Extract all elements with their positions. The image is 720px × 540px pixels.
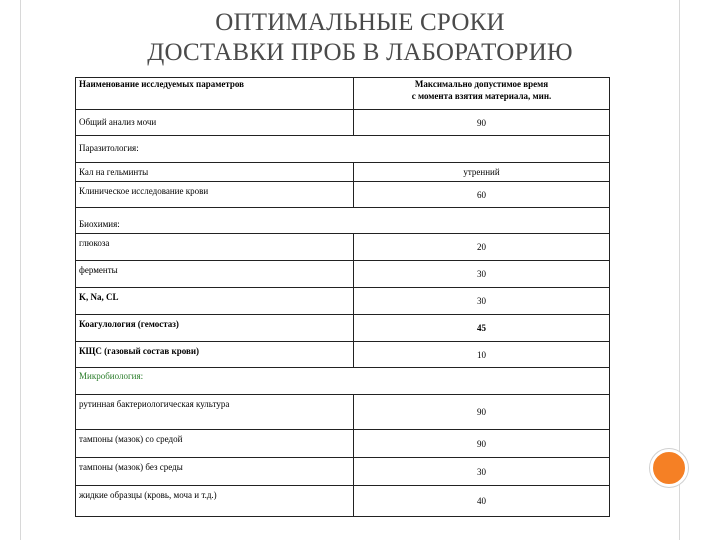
row-value: 90 — [354, 430, 610, 458]
table-row — [76, 395, 610, 430]
row-value: 60 — [354, 182, 610, 208]
row-param: ферменты — [76, 261, 354, 288]
title-line-2: ДОСТАВКИ ПРОБ В ЛАБОРАТОРИЮ — [147, 39, 573, 66]
row-param: тампоны (мазок) без среды — [76, 458, 354, 486]
row-value: утренний — [354, 163, 610, 182]
row-param: K, Na, CL — [76, 288, 354, 315]
table-section-row — [76, 208, 610, 234]
section-label-biochemistry: Биохимия: — [76, 208, 610, 234]
table-section-row — [76, 136, 610, 163]
table-section-row — [76, 368, 610, 395]
table-row — [76, 342, 610, 368]
delivery-times-table — [75, 77, 610, 517]
row-param: тампоны (мазок) со средой — [76, 430, 354, 458]
table-row — [76, 315, 610, 342]
table-row — [76, 261, 610, 288]
row-param: жидкие образцы (кровь, моча и т.д.) — [76, 486, 354, 517]
header-max-time-line-2: с момента взятия материала, мин. — [411, 91, 552, 101]
orange-circle-decoration — [650, 449, 688, 487]
table-header-row — [76, 78, 610, 110]
table-row — [76, 486, 610, 517]
row-value: 30 — [354, 288, 610, 315]
row-value: 10 — [354, 342, 610, 368]
table-row — [76, 288, 610, 315]
row-value: 90 — [354, 110, 610, 136]
row-param: Общий анализ мочи — [76, 110, 354, 136]
table-row — [76, 110, 610, 136]
row-value: 90 — [354, 395, 610, 430]
row-value: 45 — [354, 315, 610, 342]
row-param: КЩС (газовый состав крови) — [76, 342, 354, 368]
row-param: Коагулология (гемостаз) — [76, 315, 354, 342]
row-param: Кал на гельминты — [76, 163, 354, 182]
row-value: 20 — [354, 234, 610, 261]
row-param: глюкоза — [76, 234, 354, 261]
row-param: Клиническое исследование крови — [76, 182, 354, 208]
row-value: 30 — [354, 261, 610, 288]
title-line-1: ОПТИМАЛЬНЫЕ СРОКИ — [215, 9, 505, 36]
section-label-microbiology: Микробиология: — [76, 368, 610, 395]
table-row — [76, 458, 610, 486]
table-row — [76, 163, 610, 182]
header-max-time — [354, 78, 610, 110]
header-max-time-line-1: Максимально допустимое время — [414, 79, 549, 89]
section-label-parasitology: Паразитология: — [76, 136, 610, 163]
row-value: 30 — [354, 458, 610, 486]
table-row — [76, 234, 610, 261]
row-value: 40 — [354, 486, 610, 517]
row-param: рутинная бактериологическая культура — [76, 395, 354, 430]
table-row — [76, 182, 610, 208]
slide-title — [0, 8, 720, 68]
table-row — [76, 430, 610, 458]
header-parameter: Наименование исследуемых параметров — [76, 78, 354, 110]
